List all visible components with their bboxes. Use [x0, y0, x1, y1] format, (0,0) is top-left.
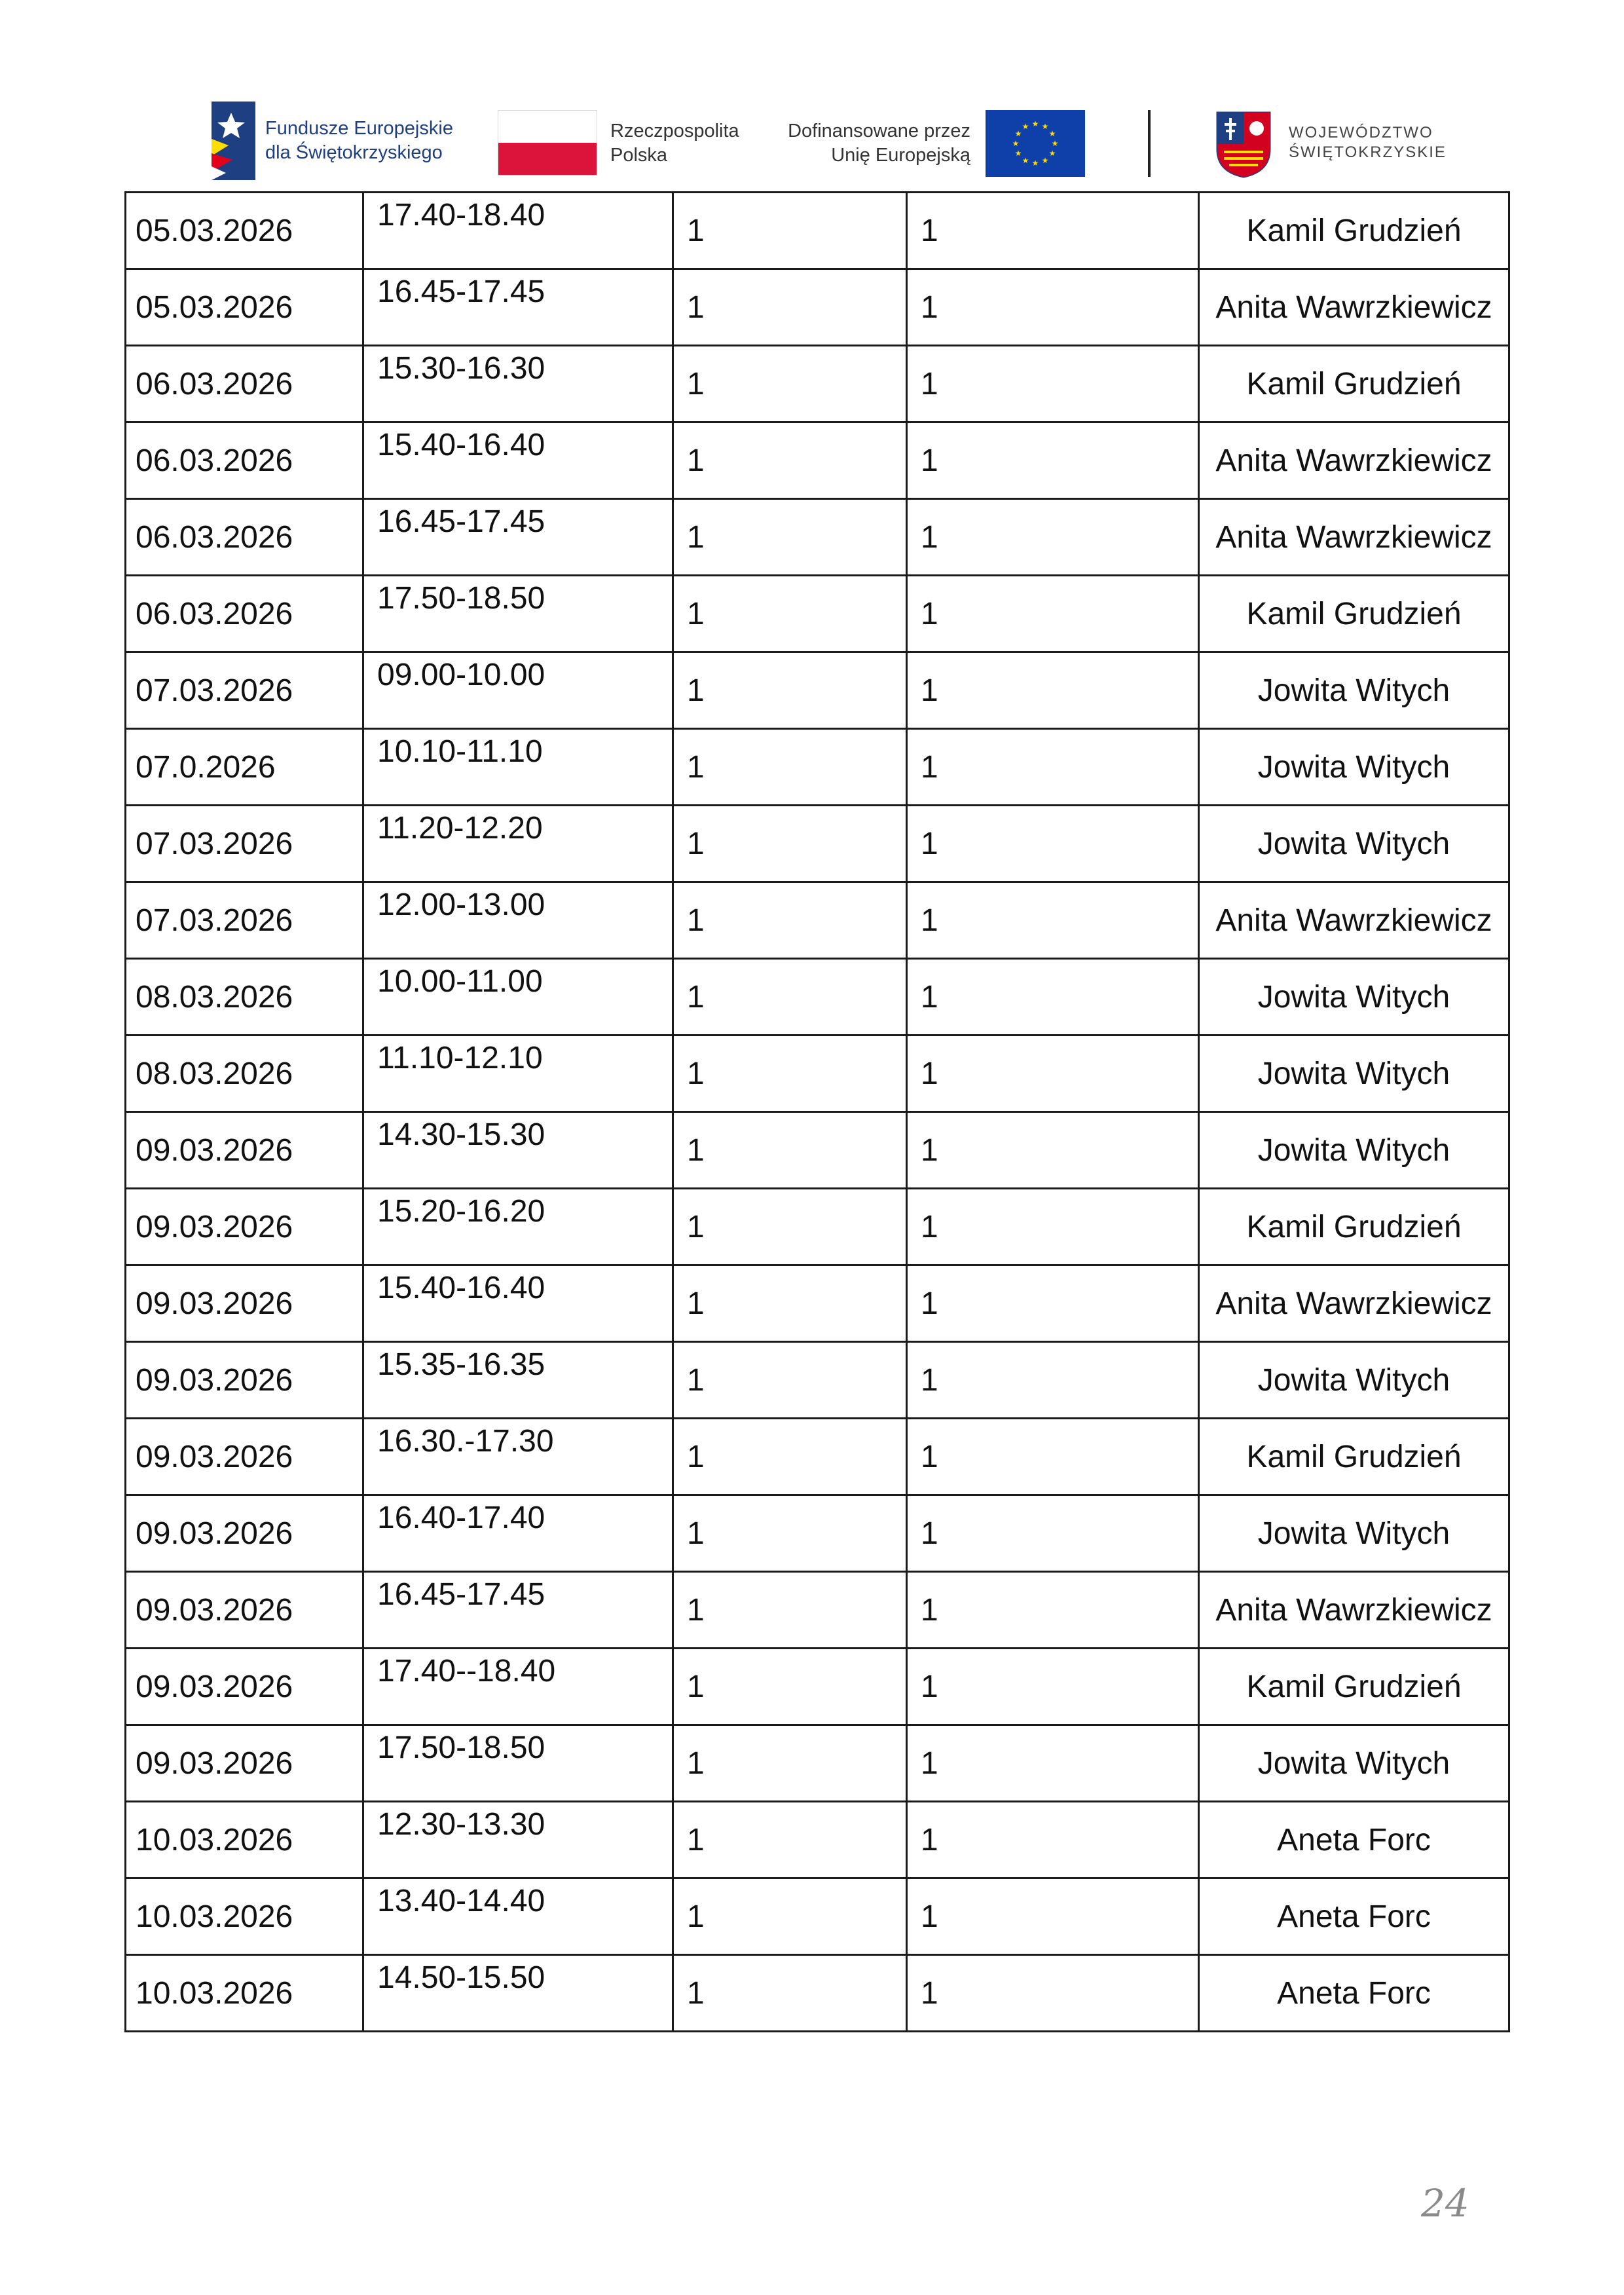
table-row: [126, 1495, 1509, 1572]
table-row: [126, 422, 1509, 499]
eu-star-icon: ★: [1041, 156, 1049, 165]
swietokrzyskie-coat-of-arms-icon: [1215, 110, 1272, 178]
date-cell: 07.03.2026: [126, 652, 363, 729]
eu-star-icon: ★: [1041, 122, 1049, 131]
eu-star-icon: ★: [1031, 159, 1039, 168]
date-cell: 05.03.2026: [126, 269, 363, 346]
table-row: [126, 729, 1509, 806]
date-cell: 06.03.2026: [126, 422, 363, 499]
count-cell-b: 1: [907, 1955, 1199, 2032]
time-cell: 17.50-18.50: [363, 1725, 673, 1802]
name-cell: Aneta Forc: [1199, 1955, 1509, 2032]
time-cell: 15.30-16.30: [363, 346, 673, 422]
count-cell-a: 1: [673, 346, 907, 422]
name-cell: Anita Wawrzkiewicz: [1199, 1572, 1509, 1649]
name-cell: Jowita Witych: [1199, 1112, 1509, 1189]
time-cell: 14.50-15.50: [363, 1955, 673, 2032]
count-cell-a: 1: [673, 1342, 907, 1419]
eu-star-icon: ★: [1022, 156, 1029, 165]
name-cell: Kamil Grudzień: [1199, 1649, 1509, 1725]
time-cell: 09.00-10.00: [363, 652, 673, 729]
time-cell: 15.40-16.40: [363, 422, 673, 499]
eu-star-icon: ★: [1048, 149, 1056, 158]
count-cell-b: 1: [907, 1725, 1199, 1802]
eu-cofunding-label: [753, 119, 970, 168]
polish-flag-icon: [498, 110, 597, 176]
time-cell: 11.20-12.20: [363, 806, 673, 882]
table-row: [126, 499, 1509, 576]
time-cell: 12.00-13.00: [363, 882, 673, 959]
count-cell-b: 1: [907, 729, 1199, 806]
count-cell-b: 1: [907, 1802, 1199, 1878]
date-cell: 09.03.2026: [126, 1649, 363, 1725]
pl-line-2: Polska: [610, 145, 668, 166]
count-cell-b: 1: [907, 576, 1199, 652]
count-cell-a: 1: [673, 1495, 907, 1572]
name-cell: Kamil Grudzień: [1199, 1419, 1509, 1495]
date-cell: 10.03.2026: [126, 1878, 363, 1955]
count-cell-a: 1: [673, 1189, 907, 1265]
ws-line-1: WOJEWÓDZTWO: [1289, 124, 1433, 141]
count-cell-b: 1: [907, 882, 1199, 959]
rzeczpospolita-label: [610, 119, 739, 168]
count-cell-a: 1: [673, 652, 907, 729]
eu-star-icon: ★: [1022, 122, 1029, 131]
table-row: [126, 346, 1509, 422]
table-row: [126, 1189, 1509, 1265]
table-row: [126, 1649, 1509, 1725]
date-cell: 09.03.2026: [126, 1189, 363, 1265]
name-cell: Aneta Forc: [1199, 1878, 1509, 1955]
count-cell-a: 1: [673, 1649, 907, 1725]
count-cell-b: 1: [907, 1265, 1199, 1342]
name-cell: Anita Wawrzkiewicz: [1199, 499, 1509, 576]
name-cell: Jowita Witych: [1199, 729, 1509, 806]
logo-bar: [0, 0, 1624, 190]
name-cell: Anita Wawrzkiewicz: [1199, 269, 1509, 346]
time-cell: 16.45-17.45: [363, 499, 673, 576]
time-cell: 16.30.-17.30: [363, 1419, 673, 1495]
date-cell: 07.0.2026: [126, 729, 363, 806]
table-row: [126, 882, 1509, 959]
count-cell-a: 1: [673, 422, 907, 499]
count-cell-a: 1: [673, 1265, 907, 1342]
table-row: [126, 1572, 1509, 1649]
date-cell: 09.03.2026: [126, 1419, 363, 1495]
time-cell: 10.10-11.10: [363, 729, 673, 806]
name-cell: Jowita Witych: [1199, 1725, 1509, 1802]
schedule-table: [124, 191, 1510, 2032]
date-cell: 06.03.2026: [126, 576, 363, 652]
count-cell-b: 1: [907, 1878, 1199, 1955]
date-cell: 10.03.2026: [126, 1955, 363, 2032]
time-cell: 17.40-18.40: [363, 193, 673, 269]
eu-star-icon: ★: [1048, 129, 1056, 138]
name-cell: Kamil Grudzień: [1199, 193, 1509, 269]
count-cell-a: 1: [673, 1419, 907, 1495]
date-cell: 09.03.2026: [126, 1495, 363, 1572]
name-cell: Jowita Witych: [1199, 1495, 1509, 1572]
count-cell-a: 1: [673, 729, 907, 806]
table-row: [126, 1725, 1509, 1802]
count-cell-a: 1: [673, 1036, 907, 1112]
time-cell: 14.30-15.30: [363, 1112, 673, 1189]
wojewodztwo-label: [1289, 123, 1447, 162]
date-cell: 06.03.2026: [126, 499, 363, 576]
table-row: [126, 806, 1509, 882]
name-cell: Anita Wawrzkiewicz: [1199, 1265, 1509, 1342]
count-cell-a: 1: [673, 882, 907, 959]
count-cell-b: 1: [907, 959, 1199, 1036]
date-cell: 05.03.2026: [126, 193, 363, 269]
page-number: 24: [1421, 2181, 1469, 2226]
count-cell-b: 1: [907, 422, 1199, 499]
time-cell: 15.20-16.20: [363, 1189, 673, 1265]
eu-star-icon: ★: [1051, 139, 1059, 148]
fe-line-2: dla Świętokrzyskiego: [265, 142, 443, 163]
count-cell-a: 1: [673, 959, 907, 1036]
count-cell-a: 1: [673, 269, 907, 346]
eu-star-icon: ★: [1031, 119, 1039, 128]
count-cell-b: 1: [907, 806, 1199, 882]
time-cell: 16.45-17.45: [363, 269, 673, 346]
name-cell: Jowita Witych: [1199, 806, 1509, 882]
table-row: [126, 1265, 1509, 1342]
eu-flag-icon: [986, 110, 1085, 177]
table-row: [126, 652, 1509, 729]
count-cell-a: 1: [673, 1112, 907, 1189]
name-cell: Jowita Witych: [1199, 1036, 1509, 1112]
time-cell: 10.00-11.00: [363, 959, 673, 1036]
count-cell-b: 1: [907, 1112, 1199, 1189]
table-row: [126, 959, 1509, 1036]
count-cell-a: 1: [673, 806, 907, 882]
date-cell: 09.03.2026: [126, 1342, 363, 1419]
count-cell-b: 1: [907, 346, 1199, 422]
time-cell: 17.40--18.40: [363, 1649, 673, 1725]
table-row: [126, 1878, 1509, 1955]
name-cell: Jowita Witych: [1199, 959, 1509, 1036]
name-cell: Kamil Grudzień: [1199, 576, 1509, 652]
time-cell: 15.35-16.35: [363, 1342, 673, 1419]
name-cell: Anita Wawrzkiewicz: [1199, 882, 1509, 959]
table-row: [126, 1342, 1509, 1419]
time-cell: 12.30-13.30: [363, 1802, 673, 1878]
count-cell-b: 1: [907, 1342, 1199, 1419]
fe-line-1: Fundusze Europejskie: [265, 118, 453, 139]
name-cell: Jowita Witych: [1199, 652, 1509, 729]
table-row: [126, 1802, 1509, 1878]
table-row: [126, 1955, 1509, 2032]
header-separator: [1148, 110, 1151, 177]
count-cell-b: 1: [907, 1036, 1199, 1112]
count-cell-a: 1: [673, 1802, 907, 1878]
eu-star-icon: ★: [1014, 129, 1022, 138]
pl-line-1: Rzeczpospolita: [610, 121, 739, 141]
date-cell: 06.03.2026: [126, 346, 363, 422]
name-cell: Aneta Forc: [1199, 1802, 1509, 1878]
count-cell-b: 1: [907, 652, 1199, 729]
count-cell-b: 1: [907, 269, 1199, 346]
date-cell: 07.03.2026: [126, 806, 363, 882]
count-cell-b: 1: [907, 1572, 1199, 1649]
table-row: [126, 1112, 1509, 1189]
table-row: [126, 1419, 1509, 1495]
count-cell-b: 1: [907, 1649, 1199, 1725]
time-cell: 16.45-17.45: [363, 1572, 673, 1649]
count-cell-a: 1: [673, 499, 907, 576]
date-cell: 09.03.2026: [126, 1725, 363, 1802]
count-cell-b: 1: [907, 499, 1199, 576]
date-cell: 10.03.2026: [126, 1802, 363, 1878]
count-cell-a: 1: [673, 1955, 907, 2032]
schedule-table-body: [126, 193, 1509, 2032]
time-cell: 16.40-17.40: [363, 1495, 673, 1572]
count-cell-a: 1: [673, 1725, 907, 1802]
table-row: [126, 1036, 1509, 1112]
table-row: [126, 269, 1509, 346]
fundusze-europejskie-logo-icon: [206, 98, 259, 183]
count-cell-b: 1: [907, 1189, 1199, 1265]
name-cell: Kamil Grudzień: [1199, 346, 1509, 422]
name-cell: Kamil Grudzień: [1199, 1189, 1509, 1265]
name-cell: Jowita Witych: [1199, 1342, 1509, 1419]
count-cell-b: 1: [907, 193, 1199, 269]
table-row: [126, 576, 1509, 652]
date-cell: 09.03.2026: [126, 1572, 363, 1649]
count-cell-a: 1: [673, 193, 907, 269]
time-cell: 17.50-18.50: [363, 576, 673, 652]
date-cell: 09.03.2026: [126, 1112, 363, 1189]
time-cell: 11.10-12.10: [363, 1036, 673, 1112]
date-cell: 08.03.2026: [126, 1036, 363, 1112]
time-cell: 15.40-16.40: [363, 1265, 673, 1342]
date-cell: 08.03.2026: [126, 959, 363, 1036]
eu-line-1: Dofinansowane przez: [788, 121, 970, 141]
table-row: [126, 193, 1509, 269]
count-cell-b: 1: [907, 1495, 1199, 1572]
time-cell: 13.40-14.40: [363, 1878, 673, 1955]
name-cell: Anita Wawrzkiewicz: [1199, 422, 1509, 499]
ws-line-2: ŚWIĘTOKRZYSKIE: [1289, 143, 1447, 161]
date-cell: 07.03.2026: [126, 882, 363, 959]
fundusze-europejskie-label: [265, 117, 453, 165]
eu-line-2: Unię Europejską: [831, 145, 970, 166]
eu-star-icon: ★: [1012, 139, 1020, 148]
count-cell-b: 1: [907, 1419, 1199, 1495]
eu-star-icon: ★: [1014, 149, 1022, 158]
count-cell-a: 1: [673, 1572, 907, 1649]
date-cell: 09.03.2026: [126, 1265, 363, 1342]
count-cell-a: 1: [673, 576, 907, 652]
count-cell-a: 1: [673, 1878, 907, 1955]
